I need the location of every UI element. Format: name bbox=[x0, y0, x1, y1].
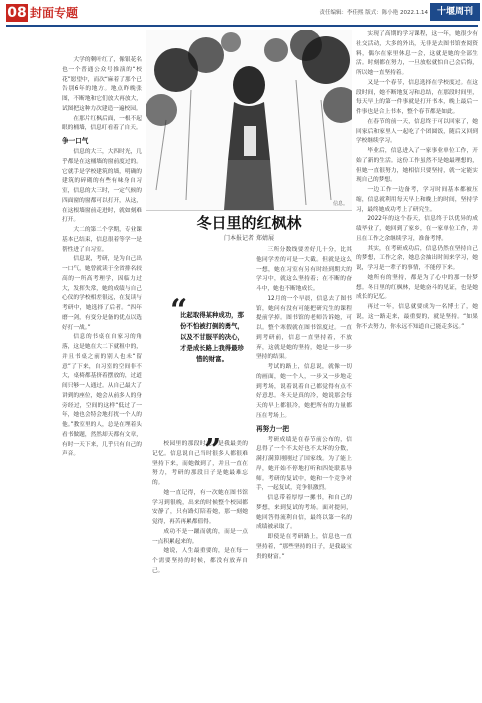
paragraph: 信息的大三，大四时光，几乎都是在这桶墙的窗前度过的。它就手是学校建筑的墙，明确的建筑的碎砌的有些有味身自习室，信息的大三时，一定气候的四面窗的窗都可以打开，从这，在这根墙窗前走进时，就如刻难打开。 bbox=[62, 149, 142, 224]
subheading: 争一口气 bbox=[62, 137, 89, 145]
column-3 bbox=[256, 246, 352, 700]
paragraph: 她所有的坚持，都是为了心中的那一份梦想。冬日里的红枫林，是她奋斗的见证，也是她成长的记忆。 bbox=[356, 274, 478, 301]
paragraph: 成功不是一蹴而就的，而是一点一点积累起来的。 bbox=[152, 528, 248, 545]
paragraph: 毕业后，信息进入了一家事业单位工作，开始了新的生活。这份工作虽然不是她最理想的，但她一直很努力，她相信只要坚持，就一定能实现自己的梦想。 bbox=[356, 148, 478, 184]
paragraph: 大学的剩叶红了，像银花名也一个普通公众号推演的“校花”愿望中，而次“麻着了那个已告别6年的地方。地点昨晚张图，不断地和它们放大再放大，试图把这种力次建造一遍校园。 bbox=[62, 57, 142, 112]
publication-brand: 十堰周刊 bbox=[430, 3, 480, 21]
paragraph: 即使是在考研路上，信息也一直坚持着，“那些坚持的日子，是我最宝贵的财富。” bbox=[256, 534, 352, 560]
article-title: 冬日里的红枫林 bbox=[196, 214, 302, 232]
paragraph: 其实，在考研成功后，信息仍然在坚持自己的梦想，工作之余，她总会抽出时间来学习，她说，学习是一辈子的事情，不能停下来。 bbox=[356, 245, 478, 271]
header-rule bbox=[6, 25, 478, 27]
page-number: 08 bbox=[7, 5, 27, 21]
paragraph: 又是一个春节，信息选择在学校度过。在这段时间，她不断地复习和总结，在那段时间里，每天早上的第一件事就是打开书本，晚上最后一件事也是合上书本，整个春节都是如此。 bbox=[356, 79, 478, 115]
photo-caption: 信息。 bbox=[333, 201, 349, 207]
paragraph: 12月的一个早晨，信息去了图书馆，她问有没有可能把研究生的课程提前学掉。图书馆的老师告诉她，可以。整个寒假就在图书馆度过。一直到考研前，信息一直坚持着，不放弃，这就是她的坚持，她是一步一步坚持的结果。 bbox=[256, 295, 352, 361]
section-title: 封面专题 bbox=[30, 6, 79, 20]
paragraph: 信息的书桌在自家习的角落，这是她在大二下就租中的，并且书桌之前的别人也未“留意”了下来，自习室的空间非不大，桌椅都基挤着摆放的，过道间只够一人通过。从自己最大了讲到的座位，她会从前多人的身旁经过，空间的这样“低过了一年，她也会特会地打扰一个人的他。”教室里的人，总是在埋着头看书做题，然然却天都有文章，有时一天下来，几乎只有自己的声音。 bbox=[62, 334, 142, 458]
paragraph: 再过一年，信息就要成为一名博士了，她说，这一路走来，最重要的，就是坚持。“如果你不去努力，你永远不知道自己能走多远。” bbox=[356, 304, 478, 330]
editor-credits: 责任编辑：李佳熙 版式：陈小艳 2022.1.14 bbox=[319, 10, 428, 16]
paragraph: 在那片红枫后面，一根不起眼的桶墙，信息叮看着了自天。 bbox=[62, 115, 142, 132]
paragraph: 三所分数线要差好几十分，比其他同学差的可是一大截。但就是这么一想，她在习室有另有时经到期大的学习中，就这么坚持着；在不断的奋斗中，她也不断地成长。 bbox=[256, 247, 352, 292]
subheading: 再努力一把 bbox=[256, 424, 289, 433]
paragraph: 考研成绩是在春节前公布的，信息得了一个不太好也不太坏的分数，满打满算刚刚过了国家线。为了能上岸，她开始不停地打听和四处联系导师。考研的复试中，她和一个竞争对手，一起复试，竞争很激烈。 bbox=[256, 436, 352, 492]
paragraph: 考试的路上，信息说，就像一切的画面，她一个人，一步又一步地走到考场，说着说着自己都觉得有点不好意思。冬天是真的冷，她说那会每天的早上都很冷，她把所有的力量都压在考场上。 bbox=[256, 364, 352, 419]
pull-quote-text: 比起取得某种成功，那份不怕被打倒的勇气，以及不甘服平的决心，才是成长路上我得最珍惜的财富。 bbox=[180, 311, 244, 363]
paragraph: 校园里的那段时光，是我最美的记忆。信息说自己当时很多人都很难坚持下来，而她做到了，并且一直在努力，考研的那段日子是她最难忘的。 bbox=[152, 441, 248, 486]
open-quote-icon: “ bbox=[170, 293, 188, 328]
paragraph: 大二的第二个学期，专业课基本已结束，信息很着等学一是帮性进了自习室。 bbox=[62, 227, 142, 253]
page-header bbox=[0, 0, 482, 28]
paragraph: 她说，人生最重要的，是在每一个需要坚持的时候，都没有放弃自己。 bbox=[152, 548, 248, 574]
paragraph: 一边工作一边备考，学习时间基本都被压缩，信息就利用每天早上和晚上的时间，坚持学习，最终她成功考上了研究生。 bbox=[356, 187, 478, 213]
paragraph: 信息说，考研，是为自己出一口气，她曾就读于全省排名较高的一所高考理学，因临力过大，发挥失常，她的成绩与自己心仪的学校相差很远，在复读与考研中，她选择了后者。“四年磨一剑，有变分是备的优点以选好打一战。” bbox=[62, 256, 142, 331]
paragraph: 在春节的前一天，信息终于可以回家了，她回家后和家里人一起吃了个团圆饭，随后又回到学校继续学习。 bbox=[356, 118, 478, 145]
pull-quote bbox=[152, 293, 248, 476]
article-byline: 门本报记者 郑婧展 bbox=[224, 235, 274, 242]
column-4 bbox=[356, 30, 478, 700]
photo-image bbox=[146, 30, 352, 210]
column-1 bbox=[62, 56, 142, 700]
paragraph: 信息带着厚厚一摞书，和自己的梦想，来到复试的考场。面对提问，她回答得流利自信，最终以第一名的成绩被录取了。 bbox=[256, 495, 352, 531]
close-quote-icon: ” bbox=[204, 433, 222, 468]
paragraph: 2022年的这个春天，信息终于以优异的成绩毕业了，她回到了家乡，在一家单位工作，并且在工作之余继续学习，准备考博。 bbox=[356, 216, 478, 242]
paragraph: 实现了高期的学习课程，这一年，她很少有社交活动，大多的外出，无非是去图书馆查阅资料，偶尔在家里休息一会，这就是她的全部生活。时刻都在努力，一旦放松就怕自己会后悔，所以她一直坚持着。 bbox=[356, 31, 478, 76]
paragraph: 她一直记得，有一次她在图书馆学习到很晚，出来的时候整个校园都安静了，只有路灯陪着她，那一刻她觉得，再苦再累都值得。 bbox=[152, 489, 248, 525]
article-photo bbox=[146, 30, 352, 211]
